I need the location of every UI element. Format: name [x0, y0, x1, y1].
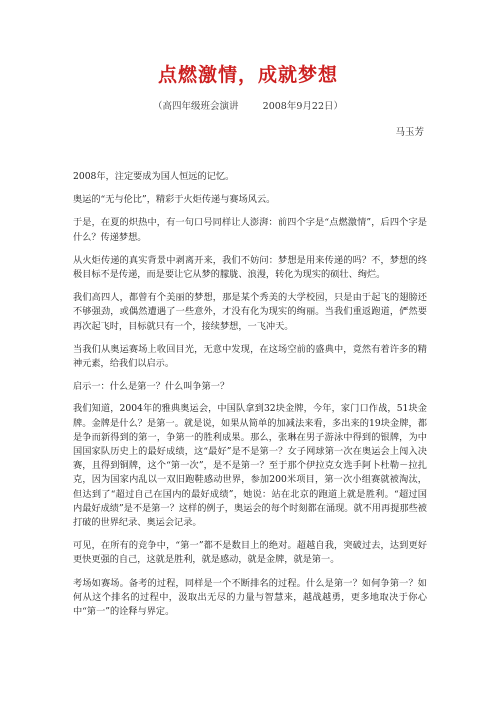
- section-heading: 启示一：什么是第一？什么叫争第一？: [73, 381, 230, 393]
- paragraph: 考场如赛场。备考的过程，同样是一个不断排名的过程。什么是第一？如何争第一？如何从这个排名的过程中，汲取出无尽的力量与智慧来，越战越勇，更多地取决于你心中“第一”的诠释与界定。: [73, 577, 427, 618]
- author-name: 马玉芳: [395, 127, 424, 138]
- paragraph: 从火炬传递的真实背景中剥离开来，我们不妨问：梦想是用来传递的吗？不，梦想的终极目标不是传递，而是要让它从梦的朦胧、浪漫，转化为现实的硕壮、绚烂。: [73, 254, 427, 281]
- paragraph: 可见，在所有的竞争中，“第一”都不是数目上的绝对。超越自我，突破过去，达到更好更快更强的自己，这就是胜利，就是感动，就是金牌，就是第一。: [73, 540, 427, 566]
- paragraph: 当我们从奥运赛场上收回目光，无意中发现，在这场空前的盛典中，竟然有着许多的精神元素，给我们以启示。: [73, 343, 427, 370]
- document-title: 点燃激情，成就梦想: [157, 64, 338, 86]
- paragraph: 我们知道，2004年的雅典奥运会，中国队拿到32块金牌，今年，家门口作战，51块金牌。金牌是什么？是第一。就是说，如果从简单的加减法来看，多出来的19块金牌，都是争而新得到的第一，争第一的胜利成果。那么，张琳在男子游泳中得到的银牌，为中国国家队历史上的最好成绩，这“最好”是不是第一？女子网球第一次在奥运会上闯入决赛，且得到铜牌，这个“第一次”，是不是第一？至于那个伊拉克女选手阿卜杜勒－拉扎克，因为国家内乱以一双旧跑鞋感动世界，参加200米项目，第一次小组赛就被淘汰，但达到了“超过自己在国内的最好成绩”，她说：站在北京的跑道上就是胜利。“超过国内最好成绩”是不是第一？这样的例子，奥运会的每个时刻都在涌现。就不用再提那些被打破的世界纪录、奥运会记录。: [73, 403, 427, 529]
- paragraph: 2008年，注定要成为国人恒远的记忆。: [73, 171, 235, 182]
- paragraph: 奥运的“无与伦比”，精彩于火炬传递与赛场风云。: [73, 194, 276, 206]
- paragraph: 我们高四人，都曾有个美丽的梦想，那是某个秀美的大学校园，只是由于起飞的翅膀还不够强劲，或偶然遭遇了一些意外，才没有化为现实的绚丽。当我们重返跑道，俨然要再次起飞时，目标就只有一个，接续梦想，一飞冲天。: [73, 292, 427, 332]
- paragraph: 于是，在夏的炽热中，有一句口号同样让人澎湃：前四个字是“点燃激情”，后四个字是什么？传递梦想。: [73, 217, 427, 243]
- document-body: [73, 170, 427, 628]
- document-subtitle: （高四年级班会演讲 2008年9月22日）: [153, 101, 343, 112]
